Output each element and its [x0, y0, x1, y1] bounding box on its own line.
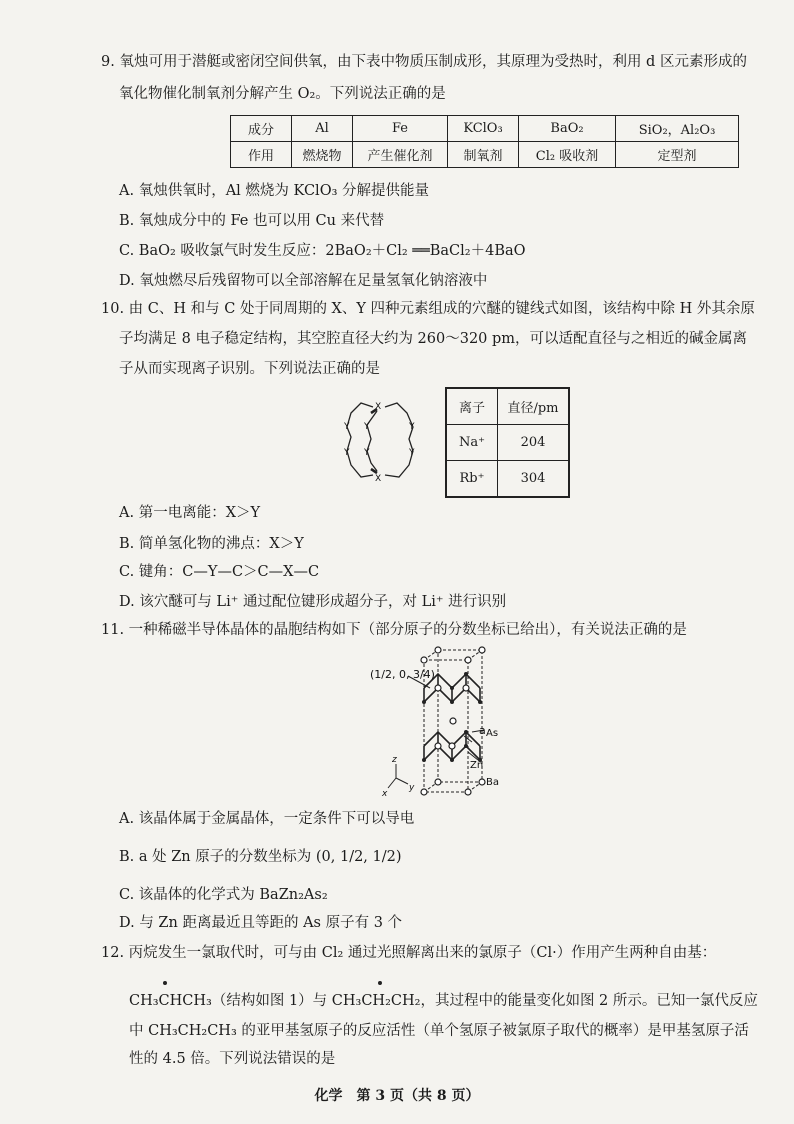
q9-cell: BaO₂ [519, 116, 616, 142]
q9-option-d: D. 氧烛燃尽后残留物可以全部溶解在足量氢氧化钠溶液中 [119, 273, 488, 289]
q12-line1: 12. 丙烷发生一氯取代时，可与由 Cl₂ 通过光照解离出来的氯原子（Cl·）作用产生两种自由基： [101, 945, 717, 961]
atom-y-label: Y [344, 422, 350, 432]
axis-y-label: y [409, 783, 415, 793]
q9-cell: KClO₃ [448, 116, 519, 142]
q9-cell: 制氧剂 [448, 142, 519, 168]
q12-line2: CH₃CHCH₃（结构如图 1）与 CH₃CH₂CH₂，其过程中的能量变化如图 2 所示。已知一氯代反应 [129, 993, 758, 1009]
radical-dot [378, 981, 382, 985]
q9-line2: 氧化物催化制氧剂分解产生 O₂。下列说法正确的是 [119, 86, 446, 102]
q9-table [230, 115, 739, 168]
q12-line4: 性的 4.5 倍。下列说法错误的是 [129, 1051, 336, 1067]
q11-option-a: A. 该晶体属于金属晶体，一定条件下可以导电 [119, 811, 415, 827]
q9-option-b: B. 氧烛成分中的 Fe 也可以用 Cu 来代替 [119, 213, 385, 229]
radical-dot [163, 981, 167, 985]
q10-header: 直径/pm [498, 388, 570, 425]
q10-table-row [446, 425, 569, 461]
q9-cell: Al [292, 116, 353, 142]
q9-cell: 产生催化剂 [353, 142, 448, 168]
q9-table-row [231, 116, 739, 142]
q9-cell: SiO₂，Al₂O₃ [616, 116, 739, 142]
atom-y-label: Y [364, 448, 370, 458]
q9-cell: 成分 [231, 116, 292, 142]
q11-option-b: B. a 处 Zn 原子的分数坐标为 (0, 1/2, 1/2) [119, 849, 402, 865]
q10-cell: 204 [498, 425, 570, 461]
q10-option-a: A. 第一电离能：X＞Y [119, 505, 261, 521]
atom-y-label: Y [364, 422, 370, 432]
q10-table-row [446, 388, 569, 425]
q10-cell: Na⁺ [446, 425, 498, 461]
label-zn: Zn [470, 760, 484, 771]
q10-cell: Rb⁺ [446, 461, 498, 498]
label-as: As [486, 728, 499, 739]
q11-option-c: C. 该晶体的化学式为 BaZn₂As₂ [119, 887, 328, 903]
q10-line1: 10. 由 C、H 和与 C 处于同周期的 X、Y 四种元素组成的穴醚的键线式如图，该结构中除 H 外其余原 [101, 301, 755, 317]
atom-y-label: Y [409, 422, 415, 432]
q9-option-a: A. 氧烛供氧时，Al 燃烧为 KClO₃ 分解提供能量 [119, 183, 429, 199]
q9-cell: Fe [353, 116, 448, 142]
label-ba: Ba [486, 777, 499, 788]
coordinate-label: (1/2, 0, 3/4) [370, 668, 435, 681]
q10-line3: 子从而实现离子识别。下列说法正确的是 [119, 361, 380, 377]
q11-option-d: D. 与 Zn 距离最近且等距的 As 原子有 3 个 [119, 915, 403, 931]
q10-table-row [446, 461, 569, 498]
crystal-cell-diagram [368, 644, 518, 800]
label-a: a [479, 724, 486, 737]
q9-option-c: C. BaO₂ 吸收氯气时发生反应：2BaO₂＋Cl₂ ══BaCl₂＋4BaO [119, 243, 526, 259]
q9-line1: 9. 氧烛可用于潜艇或密闭空间供氧，由下表中物质压制成形，其原理为受热时，利用 d 区元素形成的 [101, 54, 747, 70]
q12-line3: 中 CH₃CH₂CH₃ 的亚甲基氢原子的反应活性（单个氢原子被氯原子取代的概率）是甲基氢原子活 [129, 1023, 749, 1039]
axis-x-label: x [382, 789, 388, 799]
atom-y-label: Y [409, 448, 415, 458]
page-footer: 化学 第 3 页（共 8 页） [314, 1088, 480, 1104]
atom-x-label: X [375, 402, 382, 412]
q10-option-c: C. 键角：C—Y—C＞C—X—C [119, 564, 320, 580]
q10-cell: 304 [498, 461, 570, 498]
q10-line2: 子均满足 8 电子稳定结构，其空腔直径大约为 260～320 pm，可以适配直径与之相近的碱金属离 [119, 331, 748, 347]
q9-cell: 作用 [231, 142, 292, 168]
q9-cell: Cl₂ 吸收剂 [519, 142, 616, 168]
q10-option-d: D. 该穴醚可与 Li⁺ 通过配位键形成超分子，对 Li⁺ 进行识别 [119, 594, 507, 610]
cryptand-structure [333, 393, 443, 489]
q9-cell: 燃烧物 [292, 142, 353, 168]
atom-y-label: Y [344, 448, 350, 458]
q11-line1: 11. 一种稀磁半导体晶体的晶胞结构如下（部分原子的分数坐标已给出），有关说法正确的是 [101, 622, 687, 638]
axis-z-label: z [392, 755, 397, 765]
atom-x-label: X [375, 474, 382, 484]
q10-table [445, 387, 570, 498]
q9-table-row [231, 142, 739, 168]
q10-option-b: B. 简单氢化物的沸点：X＞Y [119, 536, 304, 552]
q10-header: 离子 [446, 388, 498, 425]
q9-cell: 定型剂 [616, 142, 739, 168]
